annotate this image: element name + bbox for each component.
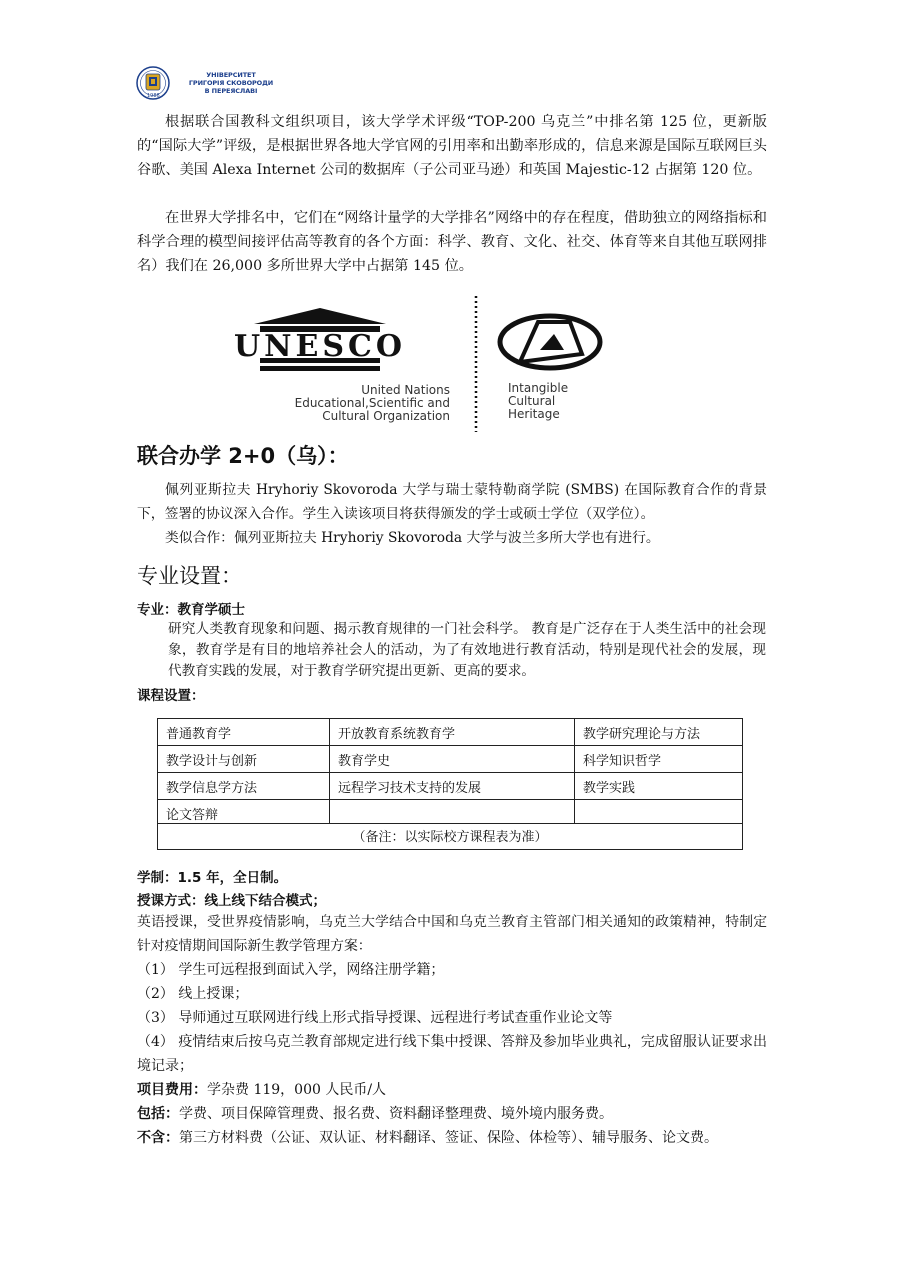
logo-year: 1986	[147, 93, 160, 99]
table-row	[158, 773, 743, 800]
intro-paragraph-1: 根据联合国教科文组织项目，该大学学术评级“TOP-200 乌克兰”中排名第 125 位，更新版的“国际大学”评级，是根据世界各地大学官网的引用率和出勤率形成的，信息来源是国际互联网巨头谷歌、美国 Alexa Internet 公司的数据库（子公司亚马逊）和英国 Majestic-12 占据第 120 位。	[137, 114, 767, 178]
unesco-org-line-2: Educational,Scientific and	[294, 396, 450, 410]
ich-line-1: Intangible	[508, 381, 569, 395]
course-cell: 论文答辩	[158, 800, 330, 824]
ich-line-2: Cultural	[508, 394, 556, 408]
table-row	[158, 746, 743, 773]
course-cell: 教学信息学方法	[158, 773, 330, 800]
course-cell: 教育学史	[330, 746, 575, 773]
course-table	[157, 718, 743, 850]
course-table-note: （备注：以实际校方课程表为准）	[158, 824, 743, 850]
excluded-line	[137, 1126, 767, 1150]
table-row	[158, 824, 743, 850]
course-cell: 教学实践	[575, 773, 743, 800]
included-label: 包括：	[137, 1106, 179, 1122]
included-line	[137, 1102, 613, 1126]
ich-line-3: Heritage	[508, 407, 560, 421]
fee-value: 学杂费 119，000 人民币/人	[207, 1082, 387, 1098]
courses-label: 课程设置：	[137, 688, 205, 704]
unesco-org-line-1: United Nations	[361, 383, 450, 397]
logo-line-2: ГРИГОРІЯ СКОВОРОДИ	[188, 79, 274, 87]
logo-line-3: В ПЕРЕЯСЛАВІ	[204, 87, 258, 95]
course-cell	[575, 800, 743, 824]
included-value: 学费、项目保障管理费、报名费、资料翻译整理费、境外境内服务费。	[179, 1106, 613, 1122]
course-cell: 教学设计与创新	[158, 746, 330, 773]
joint-program-paragraph-2: 类似合作：佩列亚斯拉夫 Hryhoriy Skovoroda 大学与波兰多所大学也有进行。	[165, 530, 660, 546]
list-item: （4） 疫情结束后按乌克兰教育部规定进行线下集中授课、答辩及参加毕业典礼，完成留服认证要求出境记录；	[137, 1034, 767, 1074]
excluded-label: 不含：	[137, 1130, 179, 1146]
fee-line	[137, 1078, 386, 1102]
course-cell: 远程学习技术支持的发展	[330, 773, 575, 800]
intangible-heritage-icon	[500, 316, 600, 368]
course-cell: 普通教育学	[158, 719, 330, 746]
course-cell: 开放教育系统教育学	[330, 719, 575, 746]
unesco-wordmark: UNESCO	[233, 329, 407, 364]
joint-program-heading: 联合办学 2+0（乌）：	[137, 444, 349, 468]
unesco-org-line-3: Cultural Organization	[322, 409, 450, 423]
list-item: （3） 导师通过互联网进行线上形式指导授课、远程进行考试查重作业论文等	[137, 1010, 613, 1026]
course-cell: 教学研究理论与方法	[575, 719, 743, 746]
table-row	[158, 800, 743, 824]
fee-label: 项目费用：	[137, 1082, 207, 1098]
table-row	[158, 719, 743, 746]
course-cell: 科学知识哲学	[575, 746, 743, 773]
joint-program-paragraph-1: 佩列亚斯拉夫 Hryhoriy Skovoroda 大学与瑞士蒙特勒商学院 (SMBS) 在国际教育合作的背景下，签署的协议深入合作。学生入读该项目将获得颁发的学士或硕士学位（双学位）。	[137, 482, 767, 522]
major-heading: 专业设置：	[137, 564, 242, 588]
list-item: （1） 学生可远程报到面试入学，网络注册学籍；	[137, 962, 445, 978]
logo-text	[176, 71, 286, 95]
list-item: （2） 线上授课；	[137, 986, 249, 1002]
major-description: 研究人类教育现象和问题、揭示教育规律的一门社会科学。 教育是广泛存在于人类生活中的社会现象，教育学是有目的地培养社会人的活动，为了有效地进行教育活动，特别是现代社会的发展，现代教育实践的发展，对于教育学研究提出更新、更高的要求。	[168, 621, 766, 679]
intro-paragraph-2: 在世界大学排名中，它们在“网络计量学的大学排名”网络中的存在程度，借助独立的网络指标和科学合理的模型间接评估高等教育的各个方面：科学、教育、文化、社交、体育等来自其他互联网排名）我们在 26,000 多所世界大学中占据第 145 位。	[137, 210, 767, 274]
teaching-mode-label: 授课方式：线上线下结合模式；	[137, 893, 326, 909]
study-duration: 学制：1.5 年，全日制。	[137, 870, 288, 886]
logo-line-1: УНІВЕРСИТЕТ	[206, 71, 256, 79]
course-cell	[330, 800, 575, 824]
unesco-ich-logo	[220, 294, 620, 434]
teaching-mode-description: 英语授课，受世界疫情影响，乌克兰大学结合中国和乌克兰教育主管部门相关通知的政策精神，特制定针对疫情期间国际新生教学管理方案：	[137, 914, 767, 954]
excluded-value: 第三方材料费（公证、双认证、材料翻译、签证、保险、体检等）、辅导服务、论文费。	[179, 1130, 718, 1146]
major-label: 专业：教育学硕士	[137, 602, 245, 618]
